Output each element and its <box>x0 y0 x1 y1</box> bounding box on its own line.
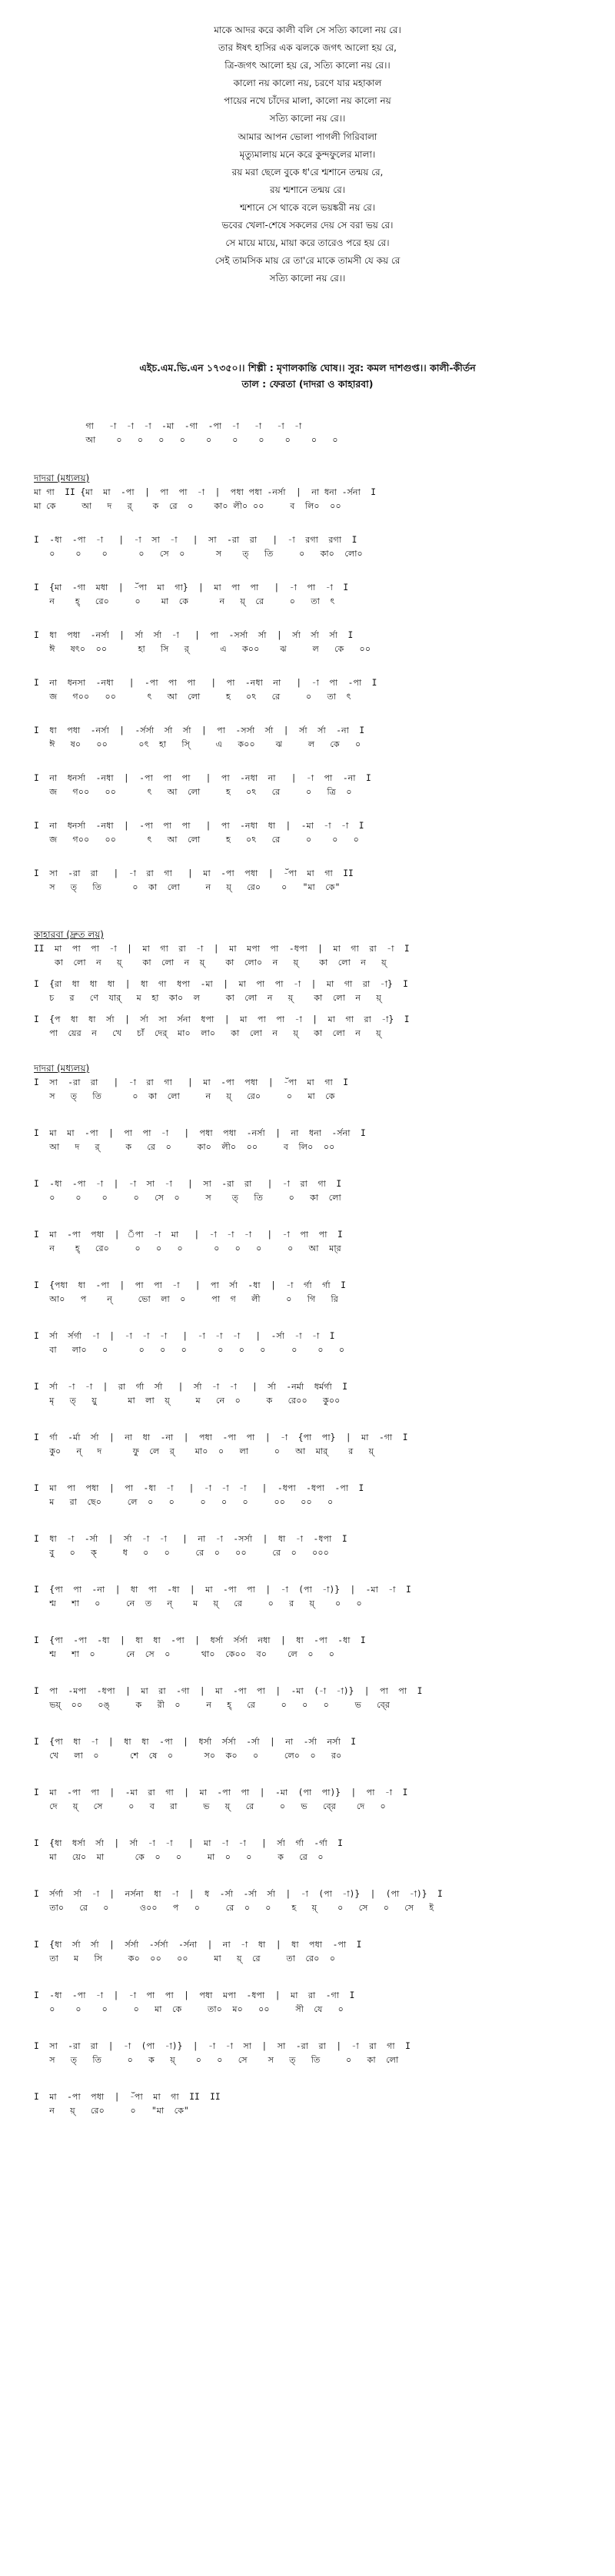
syllable-row: দে য়্‌ সে ০ ব রা ভ য়্‌ রে ০ ভ বে্র দে ০ <box>34 1801 386 1811</box>
syllable-row: ০ ০ ০ ০ সে ০ স ত্‌ তি ০ কা লো <box>34 1193 341 1203</box>
notation-row: I মা -পা পধা | ঁপা -া মা | -া -া -া | -া পা পা I <box>34 1230 343 1240</box>
notation-row: মা গা II {মা মা -পা | পা পা -া | পধা পধা -নর্সা | না ধনা -র্সনা I <box>34 487 377 497</box>
lyric-line: সে মায়ে মায়ে, মায়া করে তারেও পরে হয় রে। <box>225 237 390 249</box>
notation-row: I সা -রা রা | -া (পা -া)} | -া -া সা | সা -রা রা | -া রা গা I <box>34 2041 411 2051</box>
syllable-row: চ র ণে যার্ ম হা কা০ ল কা লো ন য়্‌ কা লো ন য়্‌ <box>49 993 381 1003</box>
notation-row: I -ধা -পা -া | -া পা পা | পধা মপা -ধপা | মা রা -গা I <box>34 1990 355 2000</box>
notation-row: I ধা -া -র্সা | র্সা -া -া | না -া -সর্সা | ধা -া -ধপা I <box>34 1534 347 1544</box>
notation-row: I {ধা ধর্সা র্সা | র্সা -া -া | মা -া -া | র্সা র্গা -র্গা I <box>34 1838 343 1848</box>
notation-row: I সা -রা রা | -া রা গা | মা -পা পধা | -ঁপা মা গা I <box>34 1077 349 1087</box>
syllable-row: তা০ রে ০ ও০০ প ০ রে ০ ০ হ য়্‌ ০ সে ০ সে ই <box>34 1903 434 1913</box>
lyric-line: সত্যি কালো নয় রে।। <box>269 273 346 284</box>
syllable-row: মৃ ত্‌ য়ু মা লা য়্‌ ম নে ০ ক রে০০ কু০০ <box>34 1396 341 1406</box>
section-heading: দাদরা (মধ্যলয়) <box>34 473 90 483</box>
notation-row: I {পা পা -না | ধা পা -ধা | মা -পা পা | -া (পা -া)} | -মা -া I <box>34 1585 411 1595</box>
notation-row: I র্গা -র্মা র্সা | না ধা -না | পধা -পা পা | -া {পা পা} | মা -গা I <box>34 1432 408 1442</box>
syllable-row: ০ ০ ০ ০ মা কে তা০ ম০ ০০ সী যে ০ <box>34 2004 344 2014</box>
notation-row: I ধা পধা -নর্সা | -র্সর্সা র্সা র্সা | পা -সর্সা র্সা | র্সা র্সা -না I <box>34 725 365 735</box>
notation-row: I না ধনর্সা -নধা | -পা পা পা | পা -নধা না | -া পা -না I <box>34 773 371 783</box>
notation-row: I মা -পা পধা | -ঁপা মা গা II II <box>34 2092 221 2102</box>
lyric-line: রয় শ্মশানে তন্ময় রে। <box>270 184 345 195</box>
syllable-row: স ত্‌ তি ০ ক য়্‌ ০ ০ সে স ত্‌ তি ০ কা লো <box>34 2055 399 2065</box>
lyric-line: মৃত্যুমালায় মনে করে কুন্দফুলের মালা। <box>239 148 376 160</box>
syllable-row: স ত্‌ তি ০ কা লো ন য়্‌ রে০ ০ মা কে <box>34 1091 335 1101</box>
syllable-row: ন হ্‌ রে০ ০ মা কে ন য়্‌ রে ০ তা ৎ <box>34 596 335 606</box>
notation-row: I {রা ধা ধা ধা | ধা গা ধপা -মা | মা পা পা -া | মা গা রা -া} I <box>34 979 408 989</box>
syllable-row: ন হ্‌ রে০ ০ ০ ০ ০ ০ ০ ০ আ মা্র <box>34 1243 341 1253</box>
syllable-row: কা লো ন য়্‌ কা লো ন য়্‌ কা লো০ ন য়্‌ কা লো ন য়্‌ <box>54 958 387 968</box>
notation-row: I {ধা র্সা র্সা | র্সর্সা -র্সর্সা -র্সনা | না -া ধা | ধা পধা -পা I <box>34 1940 362 1950</box>
syllable-row: ভয়্‌ ০০ ০ঙ্‌ ক রী ০ ন হ্‌ রে ০ ০ ০ ভ বে্র <box>34 1700 391 1710</box>
lyric-line: মাকে আদর করে কালী বলি সে সত্যি কালো নয় রে। <box>214 25 401 35</box>
syllable-row: মা য়ে০ মা কে ০ ০ মা ০ ০ ক রে ০ <box>34 1852 324 1862</box>
notation-row: I {প ধা ধা র্সা | র্সা সা র্সনা ধপা | মা পা পা -া | মা গা রা -া} I <box>34 1014 410 1024</box>
notation-row: I মা -পা পা | -মা রা গা | মা -পা পা | -মা (পা পা)} | পা -া I <box>34 1788 408 1798</box>
lyric-line: পায়ের নখে চাঁদের মালা, কালো নয় কালো নয় <box>224 95 391 107</box>
syllable-row: স ত্‌ তি ০ কা লো ন য়্‌ রে০ ০ "মা কে" <box>34 882 341 892</box>
notation-row: I {পা -পা -ধা | ধা ধা -পা | ধর্সা র্সর্সা নধা | ধা -পা -ধা I <box>34 1635 366 1645</box>
lyric-line: সত্যি কালো নয় রে।। <box>269 113 346 124</box>
syllable-row: ম রা ছে০ লে ০ ০ ০ ০ ০ ০০ ০০ ০ <box>34 1497 334 1507</box>
song-metadata <box>0 360 615 392</box>
notation-row: I -ধা -পা -া | -া সা -া | সা -রা রা | -া রা গা I <box>34 1179 342 1189</box>
notation-row: I মা মা -পা | পা পা -া | পধা পধা -নর্সা | না ধনা -র্সনা I <box>34 1128 366 1138</box>
syllable-row: জ গ০০ ০০ ৎ আ লো হ ০ঽ রে ০ ০ ০ <box>34 835 359 845</box>
notation-row: I না ধনর্সা -নধা | -পা পা পা | পা -নধা ধা | -মা -া -া I <box>34 821 364 831</box>
syllable-row: তা ম সি ক০ ০০ ০০ মা য়্‌ রে তা রে০ ০ <box>34 1954 336 1964</box>
lyric-line: আমার আপন ভোলা পাগলী গিরিবালা <box>238 131 377 142</box>
syllable-row: জ গ০০ ০০ ৎ আ লো হ ০ঽ রে ০ তা ৎ <box>34 692 351 702</box>
syllable-row: মা কে আ দ র্ ক রে ০ কা০ লী০ ০০ ব লি০ ০০ <box>34 501 341 511</box>
syllable-row: ঈ ষ০ ০০ ০ৎ হা সি্ এ ক০০ ঝ ল কে ০ <box>34 739 361 749</box>
lyric-line: ভবের খেলা-শেষে সকলের দেয় সে বরা ভয় রে। <box>221 220 394 231</box>
notation-row: I -ধা -পা -া | -া সা -া | সা -রা রা | -া রগা রগা I <box>34 535 357 545</box>
record-artist-line: এইচ.এম.ভি.এন ১৭৩৫০।। শিল্পী : মৃণালকান্তি ঘোষ।। সুর: কমল দাশগুপ্ত।। কালী-কীর্তন <box>139 362 476 373</box>
syllable-row: ০ ০ ০ ০ সে ০ স ত্‌ তি ০ কা০ লো০ <box>34 549 363 559</box>
notation-row: I {পা ধা -া | ধা ধা -পা | ধর্সা র্সর্সা -র্সা | না -র্সা নর্সা I <box>34 1737 357 1747</box>
syllable-row: শ্ম শা ০ নে ত ন্‌ ম য়্‌ রে ০ র য়্‌ ০ ০ <box>34 1598 362 1608</box>
notation-row: I র্সা -া -া | রা র্গা র্সা | র্সা -া -া | র্সা -নর্মা ধর্মর্গা I <box>34 1382 347 1392</box>
notation-row: I {পধা ধা -পা | পা পা -া | পা র্সা -ধা | -া র্গা র্গা I <box>34 1280 346 1290</box>
intro-syllables: আ ০ ০ ০ ০ ০ ০ ০ ০ ০ ০ <box>34 435 338 445</box>
notation-row: I মা পা পধা | পা -ধা -া | -া -া -া | -ধপা -ধপা -পা I <box>34 1483 364 1493</box>
syllable-row: জ গ০০ ০০ ৎ আ লো হ ০ঽ রে ০ ত্রি ০ <box>34 787 352 797</box>
section-heading: কাহারবা (দ্রুত লয়) <box>34 929 104 940</box>
syllable-row: আ০ প ন্ ভো লা ০ পা গ লী ০ গি রি <box>34 1294 338 1304</box>
syllable-row: বু ০ ক্‌ ধ ০ ০ রে ০ ০০ রে ০ ০০০ <box>34 1548 329 1558</box>
syllable-row: কু০ ন্‌ দ ফু লে র্ মা০ ০ লা ০ আ মার্ র য়্‌ <box>49 1446 374 1456</box>
tala-line: তাল : ফেরতা (দাদরা ও কাহারবা) <box>241 378 374 390</box>
syllable-row: শ্ম শা ০ নে সে ০ থা০ কে০০ ব০ লে ০ ০ <box>34 1649 335 1659</box>
lyric-line: কালো নয় কালো নয়, চরণে যার মহাকাল <box>233 78 382 89</box>
lyric-line: রয় মরা ছেলে বুকে ধ'রে শ্মশানে তন্ময় রে, <box>231 166 384 178</box>
notation-row: I {মা -গা মধা | -ঁপা মা গা} | মা পা পা | -া পা -া I <box>34 583 349 593</box>
syllable-row: ঈ ষৎ০ ০০ হা সি র্ এ ক০০ ঝ ল কে ০০ <box>34 644 371 654</box>
notation-row: II মা পা পা -া | মা গা রা -া | মা মপা পা -ধপা | মা গা রা -া I <box>34 944 410 954</box>
lyric-line: শ্মশানে সে থাকে বলে ভয়ঙ্করী নয় রে। <box>239 201 376 213</box>
notation-row: I না ধনসা -নধা | -পা পা পা | পা -নধা না | -া পা -পা I <box>34 678 377 688</box>
lyric-line: ত্রি-জগৎ আলো হয় রে, সত্যি কালো নয় রে।। <box>224 60 391 71</box>
intro-notes: গা -া -া -া -মা -গা -পা -া -া -া -া <box>34 421 302 431</box>
syllable-row: খে লা ০ শে ষে ০ স০ ক০ ০ লে০ ০ র০ <box>34 1751 342 1761</box>
syllable-row: বা লা০ ০ ০ ০ ০ ০ ০ ০ ০ ০ ০ <box>34 1345 345 1355</box>
notation-row: I সা -রা রা | -া রা গা | মা -পা পধা | -ঁপা মা গা II <box>34 868 354 878</box>
lyric-line: সেই তামসিক মায় রে তা'রে মাকে তামসী যে কয় রে <box>214 255 401 267</box>
syllable-row: ন য়্‌ রে০ ০ "মা কে" <box>34 2106 189 2116</box>
lyric-line: তার ঈষৎ হাসির এক ঝলকে জগৎ আলো হয় রে, <box>218 42 397 54</box>
section-heading: দাদরা (মধ্যলয়) <box>34 1063 90 1074</box>
syllable-row: পা য়ের ন খে চাঁ দের্ মা০ লা০ কা লো ন য়্‌ কা লো ন য়্‌ <box>49 1028 381 1038</box>
notation-row: I র্সর্গা র্সা -া | নর্সনা ধা -া | ধ -র্সা -র্সা র্সা | -া (পা -া)} | (পা -া)} I <box>34 1889 443 1899</box>
notation-row: I র্সা র্সর্গা -া | -া -া -া | -া -া -া | -র্সা -া -া I <box>34 1331 335 1341</box>
notation-row: I পা -মপা -ধপা | মা রা -গা | মা -পা পা | -মা (-া -া)} | পা পা I <box>34 1686 423 1696</box>
syllable-row: আ দ র্ ক রে ০ কা০ লী০ ০০ ব লি০ ০০ <box>34 1142 335 1152</box>
song-lyrics <box>0 22 615 287</box>
notation-row: I ধা পধা -নর্সা | র্সা র্সা -া | পা -সর্সা র্সা | র্সা র্সা র্সা I <box>34 630 354 640</box>
